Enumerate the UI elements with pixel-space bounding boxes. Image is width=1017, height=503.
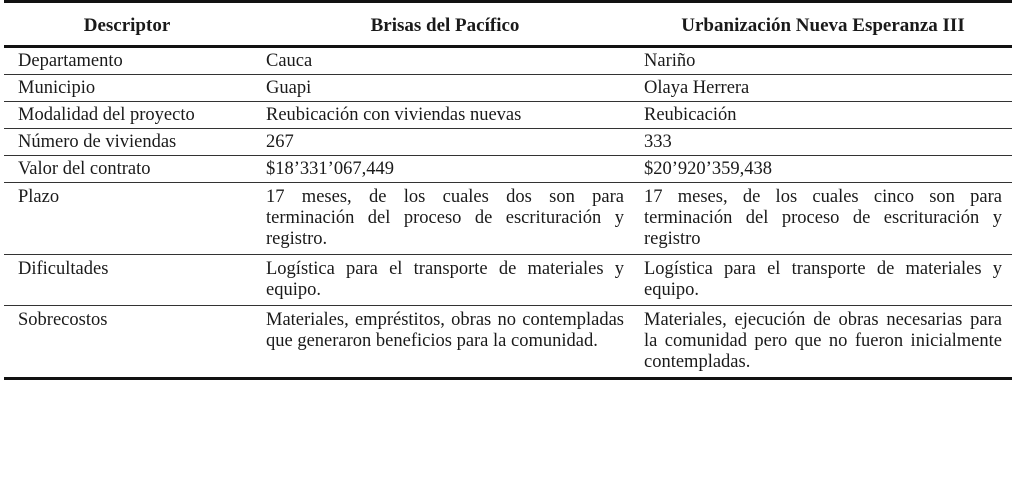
row-label: Sobrecostos [4,306,256,379]
cell-project-a: Materiales, empréstitos, obras no contempladas que generaron beneficios para la comunidad. [256,306,634,379]
cell-project-b: $20’920’359,438 [634,156,1012,183]
table-row [4,306,1012,379]
cell-project-a: Guapi [256,75,634,102]
comparison-table-wrapper [4,0,1012,380]
table-row [4,47,1012,75]
cell-project-a: Cauca [256,47,634,75]
row-label: Dificultades [4,255,256,306]
cell-project-a: Reubicación con viviendas nuevas [256,102,634,129]
table-row [4,75,1012,102]
cell-project-b: 17 meses, de los cuales cinco son para terminación del proceso de escrituración y registro [634,183,1012,255]
table-body [4,47,1012,379]
cell-project-a: 267 [256,129,634,156]
row-label: Valor del contrato [4,156,256,183]
cell-project-b: Reubicación [634,102,1012,129]
row-label: Municipio [4,75,256,102]
comparison-table [4,0,1012,380]
table-row [4,183,1012,255]
row-label: Plazo [4,183,256,255]
cell-project-a: 17 meses, de los cuales dos son para terminación del proceso de escrituración y registro. [256,183,634,255]
table-row [4,129,1012,156]
cell-project-b: Materiales, ejecución de obras necesarias para la comunidad pero que no fueron inicialmente contempladas. [634,306,1012,379]
cell-project-b: 333 [634,129,1012,156]
cell-project-a: $18’331’067,449 [256,156,634,183]
row-label: Departamento [4,47,256,75]
header-row [4,2,1012,47]
table-row [4,102,1012,129]
table-header [4,2,1012,47]
header-project-a: Brisas del Pacífico [370,15,520,36]
row-label: Número de viviendas [4,129,256,156]
table-row [4,255,1012,306]
cell-project-b: Nariño [634,47,1012,75]
cell-project-a: Logística para el transporte de materiales y equipo. [256,255,634,306]
row-label: Modalidad del proyecto [4,102,256,129]
cell-project-b: Logística para el transporte de materiales y equipo. [634,255,1012,306]
cell-project-b: Olaya Herrera [634,75,1012,102]
header-project-b: Urbanización Nueva Esperanza III [681,15,965,36]
table-row [4,156,1012,183]
header-descriptor: Descriptor [83,15,171,36]
